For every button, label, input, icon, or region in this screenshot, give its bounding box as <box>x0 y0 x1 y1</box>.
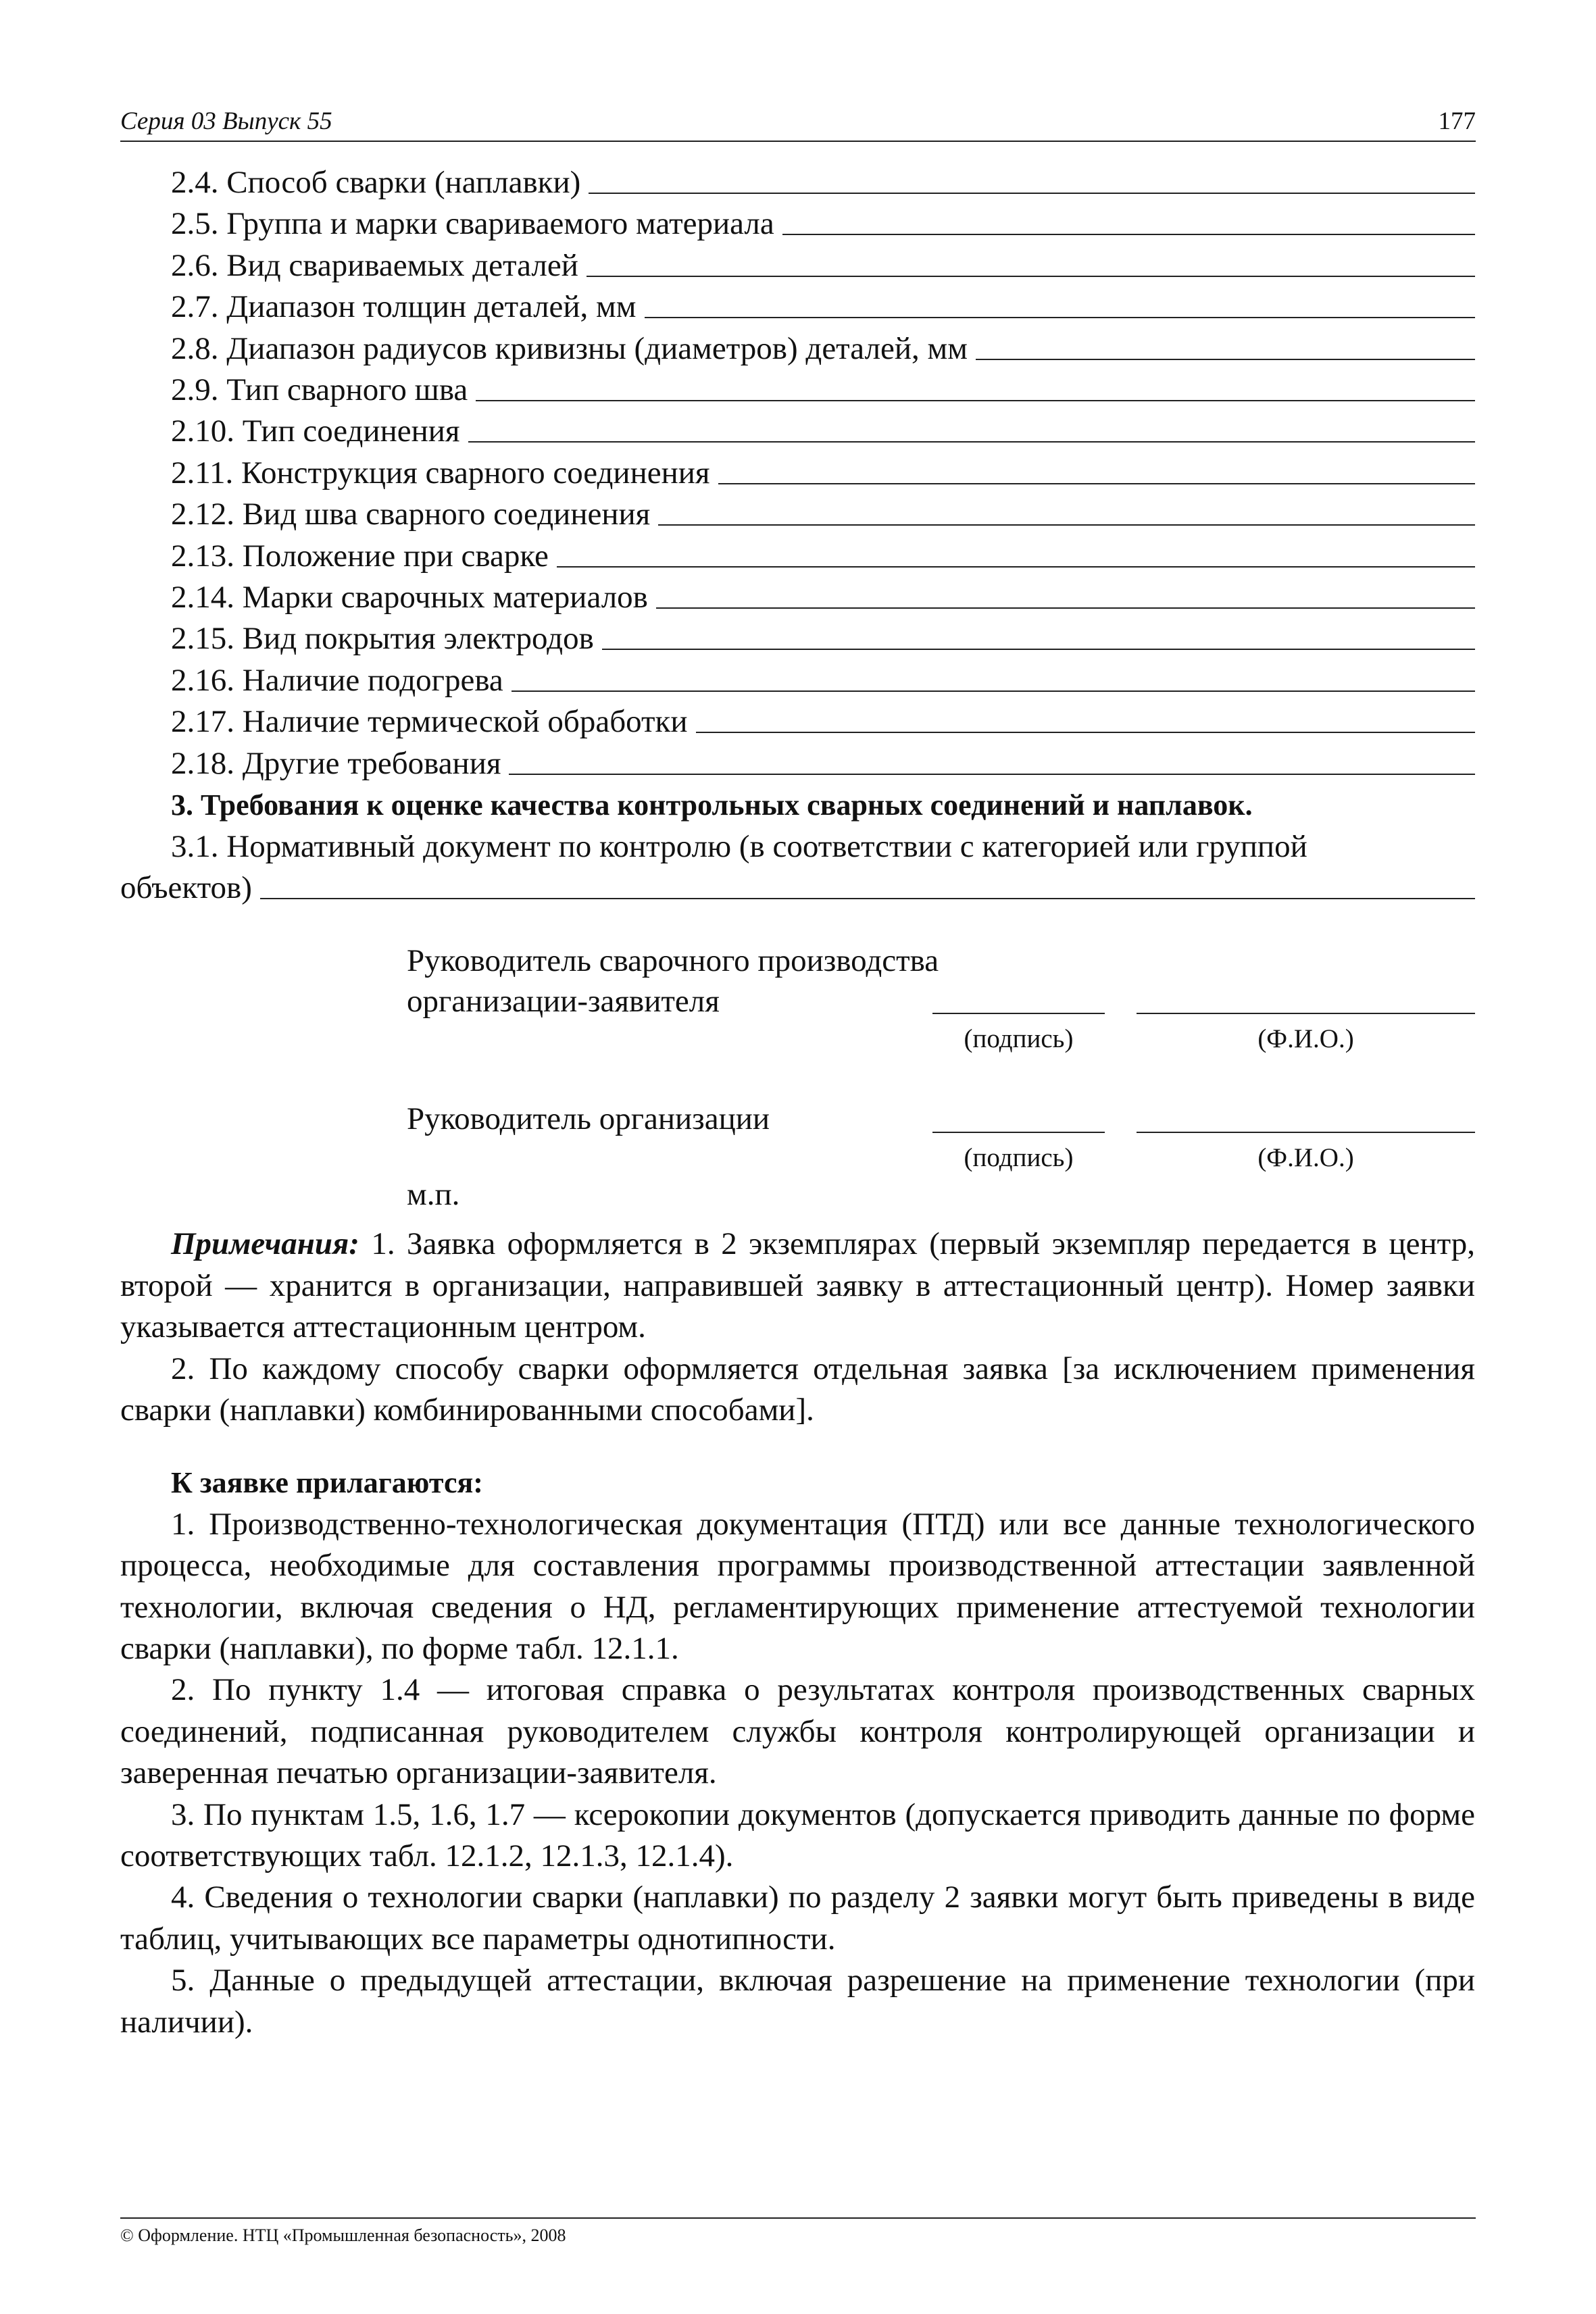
attachment-item: 2. По пункту 1.4 — итоговая справка о результатах контроля производственных сварных соединений, подписанная руководителем службы контроля контролирующей организации и заверенная печатью организации-заявителя. <box>120 1672 1475 1791</box>
field-blank[interactable] <box>656 607 1475 609</box>
field-blank[interactable] <box>696 732 1475 733</box>
form-field <box>120 701 1475 743</box>
form-field <box>120 328 1475 370</box>
field-label: объектов) <box>120 870 252 905</box>
form-field <box>120 660 1475 701</box>
field-label: 2.9. Тип сварного шва <box>171 372 468 408</box>
form-field <box>120 536 1475 577</box>
caption-name-2: (Ф.И.О.) <box>1257 1143 1354 1173</box>
attachment-item: 4. Сведения о технологии сварки (наплавки) по разделу 2 заявки могут быть приведены в виде таблиц, учитывающих все параметры однотипности. <box>120 1880 1475 1957</box>
attachments-title: К заявке прилагаются: <box>171 1466 483 1500</box>
field-blank[interactable] <box>557 566 1475 568</box>
field-label: 2.7. Диапазон толщин деталей, мм <box>171 289 637 325</box>
field-label: 2.4. Способ сварки (наплавки) <box>171 165 581 200</box>
caption-signature-1: (подпись) <box>964 1024 1074 1054</box>
field-blank[interactable] <box>718 483 1475 484</box>
name-blank-1[interactable] <box>1137 1013 1475 1014</box>
field-blank[interactable] <box>468 441 1475 443</box>
form-field-3-1-line1 <box>120 826 1475 867</box>
field-label: 2.6. Вид свариваемых деталей <box>171 247 578 283</box>
seal-label: м.п. <box>407 1177 460 1213</box>
field-label: 3.1. Нормативный документ по контролю (в соответствии с категорией или группой <box>171 828 1307 864</box>
role-2: Руководитель организации <box>407 1101 770 1137</box>
form-field <box>120 245 1475 286</box>
attachment-item: 1. Производственно-технологическая документация (ПТД) или все данные технологического процесса, необходимые для составления программы производственной аттестации заявленной технологии, включая сведения о НД, регламентирующих применение аттестуемой технологии сварки (наплавки), по форме табл. 12.1.1. <box>120 1506 1475 1666</box>
form-field <box>120 453 1475 494</box>
form-field <box>120 577 1475 618</box>
page-header <box>120 100 1476 142</box>
form-field <box>120 286 1475 328</box>
attachment-item: 3. По пунктам 1.5, 1.6, 1.7 — ксерокопии документов (допускается приводить данные по форме соответствующих табл. 12.1.2, 12.1.3, 12.1.4). <box>120 1796 1475 1873</box>
form-field <box>120 618 1475 659</box>
attachments-list <box>120 1504 1475 2043</box>
form-field <box>120 743 1475 784</box>
field-blank[interactable] <box>509 774 1475 775</box>
field-blank[interactable] <box>260 898 1475 899</box>
page-number: 177 <box>1438 107 1476 135</box>
caption-signature-2: (подпись) <box>964 1143 1074 1173</box>
form-field-3-1-line2 <box>120 867 1475 909</box>
form-field <box>120 162 1475 203</box>
form-field <box>120 411 1475 452</box>
form-fields <box>120 162 1475 784</box>
note-1-text: 1. Заявка оформляется в 2 экземплярах (первый экземпляр передается в центр, второй — хранится в организации, направившей заявку в аттестационный центр). Номер заявки указывается аттестационным центром. <box>120 1226 1475 1345</box>
field-label: 2.5. Группа и марки свариваемого материала <box>171 206 774 242</box>
form-field <box>120 494 1475 535</box>
field-blank[interactable] <box>476 400 1475 401</box>
document-body <box>120 162 1475 2043</box>
section-3-heading: 3. Требования к оценке качества контрольных сварных соединений и наплавок. <box>171 788 1253 822</box>
field-blank[interactable] <box>589 193 1475 194</box>
notes-title: Примечания: <box>171 1226 359 1262</box>
signature-block <box>120 940 1475 1224</box>
attachment-item: 5. Данные о предыдущей аттестации, включая разрешение на применение технологии (при наличии). <box>120 1963 1475 2040</box>
field-blank[interactable] <box>658 524 1475 526</box>
field-label: 2.14. Марки сварочных материалов <box>171 580 648 615</box>
role-1-line-2: организации-заявителя <box>407 984 720 1020</box>
field-label: 2.11. Конструкция сварного соединения <box>171 455 710 491</box>
signature-blank-1[interactable] <box>932 1013 1105 1014</box>
role-1-line-1: Руководитель сварочного производства <box>407 943 939 979</box>
field-blank[interactable] <box>645 317 1475 318</box>
note-1 <box>120 1224 1475 1348</box>
form-field <box>120 203 1475 245</box>
field-label: 2.8. Диапазон радиусов кривизны (диаметров) деталей, мм <box>171 330 968 366</box>
field-label: 2.10. Тип соединения <box>171 413 460 449</box>
field-label: 2.18. Другие требования <box>171 745 501 781</box>
field-label: 2.12. Вид шва сварного соединения <box>171 497 651 532</box>
field-label: 2.15. Вид покрытия электродов <box>171 621 594 657</box>
field-label: 2.13. Положение при сварке <box>171 538 549 574</box>
field-blank[interactable] <box>587 276 1475 277</box>
form-field <box>120 370 1475 411</box>
name-blank-2[interactable] <box>1137 1132 1475 1133</box>
caption-name-1: (Ф.И.О.) <box>1257 1024 1354 1054</box>
field-blank[interactable] <box>512 690 1475 692</box>
field-label: 2.16. Наличие подогрева <box>171 662 503 698</box>
field-label: 2.17. Наличие термической обработки <box>171 704 688 740</box>
signature-blank-2[interactable] <box>932 1132 1105 1133</box>
series-label: Серия 03 Выпуск 55 <box>120 107 332 135</box>
page-footer: © Оформление. НТЦ «Промышленная безопасность», 2008 <box>120 2217 1476 2246</box>
note-2: 2. По каждому способу сварки оформляется отдельная заявка [за исключением применения сварки (наплавки) комбинированными способами]. <box>120 1351 1475 1428</box>
field-blank[interactable] <box>602 649 1475 650</box>
field-blank[interactable] <box>782 234 1475 235</box>
field-blank[interactable] <box>976 359 1475 360</box>
